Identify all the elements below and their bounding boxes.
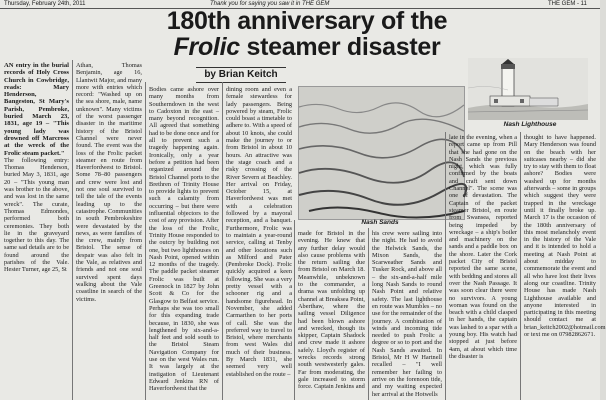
article-column-6: [372, 230, 442, 398]
article-column-2: [76, 62, 142, 398]
headline: [92, 8, 522, 60]
lighthouse-illustration: [468, 58, 588, 120]
nash-sands-caption: Nash Sands: [361, 219, 399, 226]
article-column-3: [149, 86, 219, 398]
headline-line-2: [92, 34, 522, 60]
article-column-6-text: his crew were sailing into the night. He had to avoid the Helwick Sands, the Mixon Sands, the Scarweather Sands and Tusker Rock, and above all – the six-and-a-half mile long Nash Sands to round Nash Point and relative safety. The last lighthouse en route was Mumbles – no use for the remainder of the journey. A combination of winds and incoming tide needed to push Frolic a degree or so to port and the Nash Sands awaited. In Bristol, Mr H W Hartnell recalled – "I well remember her failing to arrive on the forenoon tide, and my waiting expected her arrival at the Hotwells: [372, 230, 442, 398]
lighthouse-caption: Nash Lighthouse: [503, 121, 557, 128]
article-column-1: [4, 62, 69, 398]
nash-sands-photo: [298, 86, 465, 220]
article-column-5-text: made for Bristol in the evening. He knew that any further delay would also cause problems with the return sailing due from Bristol on March 18. Meanwhile, unbeknown to the commander, a drama was unfolding up channel at Breaksea Point, Aberthaw, where the sailing vessel Diligence had been blown ashore and wrecked, though its skipper, Captain Shadock and crew made it ashore safely. Lloyd's register of wrecks records strong south westwesterly gales. Far from moderating, the gale increased to storm force. Captain Jenkins and: [298, 230, 365, 391]
article-column-8-text: thought to have happened. Mary Henderson was found on the beach with her suitcases nearby – did she try to stay with them to float ashore? Bodies were washed up for months afterwards – some in groups which suggest they were trapped in the wreckage until it finally broke up. March 17 is the occasion of the 180th anniversary of this most melancholy event in the history of the Vale and it is intended to hold a meeting at Nash Point at about midday to commemorate the event and all who have lost their lives along our coastline. Trinity House has made Nash Lighthouse available and anyone interested in participating in this meeting should contact me at brian_keitch2002@hotmail.com or text me on 07982862671.: [524, 134, 606, 339]
article-lead-paragraph: AN entry in the burial records of Holy Cross Church in Cowbridge, reads: Mary Henderson, Bangeston, St Mary's Parish, Pembroke, buried March 23, 1831, age 19 – "This young lady was drowned off Marcross at the wreck of the Frolic steam packet.": [4, 62, 69, 157]
lighthouse-drawing: [468, 58, 588, 120]
article-column-7-text: late in the evening, when a report came up from Pill that she had gone on the Nash Sands the previous night, which was fully confirmed by the boats and craft sent down Channel". The scene was one of devastation. The Captain of the packet steamer Bristol, en route from Swansea, reported being impeded by wreckage – a ship's boiler and machinery on the sands and a paddle box on the shore. Later the Cork packet City of Bristol reported the same scene, with bedding and stores all over the Nash Passage. It was soon clear there were no survivors. A young woman was found on the beach with a child clasped in her hands, the captain was lashed to a spar with a young boy. His watch had stopped at just before 4am, at about which time the disaster is: [449, 134, 517, 360]
column-rule: [72, 60, 73, 400]
article-column-4-text: dining room and even a female stewardess for lady passengers. Being powered by steam, Frolic could boast a timetable to adhere to. With a speed of about 10 knots, she could make the journey to or from Bristol in about 10 hours. An attractive was the stage coach and a risky crossing of the River Severn at Beachley. Her arrival on Friday, October 15, at Haverfordwest was met with a celebration followed by a mayoral reception, and a banquet. Furthermore, Frolic was to maintain a year-round service, calling at Tenby and other locations such as Milford and Pater (Pembroke Dock). Frolic quickly acquired a keen following. She was a very pretty vessel with a schooner rig and a handsome figurehead. In November, she added Carmarthen to her ports of call. She was the preferred way to travel to Bristol, where merchants from west Wales did much of their business. By March 1831, she seemed very well established on the route –: [226, 86, 292, 378]
column-rule: [145, 82, 146, 400]
running-head-date: Thursday, February 24th, 2011: [4, 1, 86, 7]
article-column-8: [524, 134, 606, 398]
column-rule: [222, 82, 223, 400]
column-rule: [520, 132, 521, 400]
column-rule: [368, 228, 369, 400]
article-column-5: [298, 230, 365, 398]
article-column-3-text: Bodies came ashore over many months from Southerndown in the west to Cadoxton in the east – many beyond recognition. All agreed that something had to be done once and for all to prevent such a tragedy happening again. Ironically, only a year before a petition had been organized around the Bristol Channel ports to the Brethren of Trinity House to provide lights to prevent such a calamity from occurring – but there were influential objectors to the cost of any provision. After the loss of the Frolic, Trinity House responded to the outcry by building not one, but two lighthouses on Nash Point, opened within 12 months of the tragedy. The paddle packet steamer Frolic was built at Greenock in 1827 by John Scott & Co for the Glasgow to Belfast service. Perhaps she was too small for this expanding trade because, in 1830, she was lengthened by six-and-a-half feet and sold south to the Bristol Steam Navigation Company for use on the west Wales run. It was largely at the instigation of Lieutenant Edward Jenkins RN of Haverfordwest that the: [149, 86, 219, 393]
column-rule: [445, 132, 446, 400]
article-column-2-text: Athan, Thomas Benjamin, age 16, Llantwit Major, and many more with entries which record: "Washed up on the sea shore, male, name unknown". Many victims of the worst passenger disaster in the maritime history of the Bristol Channel were never found. The event was the loss of the Frolic packet steamer en route from Haverfordwest to Bristol. Some 78–80 passengers and crew were lost and not one soul survived to tell the tale of the events leading up to the catastrophe. Communities in south Pembrokeshire were devastated by the news, as were families of the crew, mainly from Bristol. The sense of despair was also felt in the Vale, as relatives and friends and not one soul survived spent days walking about the Vale coastline in search of the victims.: [76, 62, 142, 303]
article-column-4: [226, 86, 292, 398]
byline: by Brian Keitch: [196, 67, 286, 83]
running-head-tagline: Thank you for saying you saw it in THE GEM: [210, 1, 330, 7]
headline-ship-name: Frolic: [173, 33, 240, 61]
running-head-page: THE GEM - 11: [548, 1, 587, 7]
column-rule: [294, 220, 295, 400]
article-column-1-text: The following entry: Thomas Henderson, buried May 3, 1831, age 20 – "This young man was brother to the above, and was lost in the same wreck". The curate, Thomas Edmondes, performed both ceremonies. They both lie in the graveyard together to this day. The same sad details are to be found around the parishes of the Vale. Hester Turner, age 25, St: [4, 156, 69, 274]
article-column-7: [449, 134, 517, 398]
headline-line-2-rest: steamer disaster: [239, 33, 441, 61]
sea-waves-drawing: [299, 87, 464, 219]
headline-line-1: 180th anniversary of the: [166, 7, 448, 35]
